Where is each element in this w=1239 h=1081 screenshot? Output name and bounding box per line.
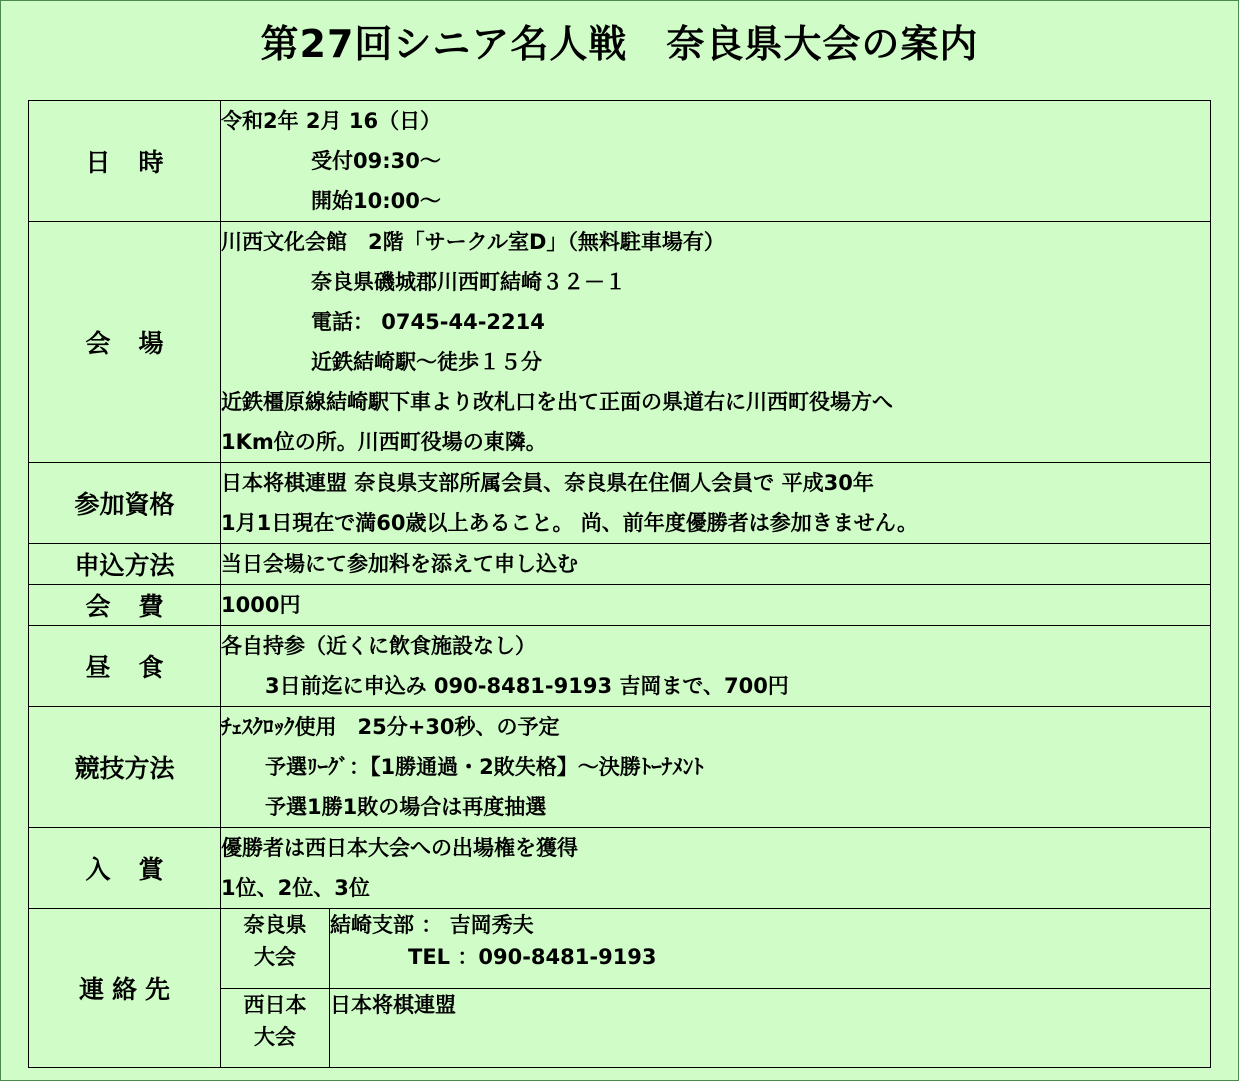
contact-nara-content (330, 909, 1211, 988)
lunch-line-1: 各自持参（近くに飲食施設なし） (221, 634, 536, 658)
label-prizes: 入賞 (29, 828, 221, 909)
row-venue (29, 222, 1211, 463)
contact-nara-row (221, 909, 1210, 988)
datetime-date: 令和2年 2月 16（日） (221, 109, 442, 133)
application-line: 当日会場にて参加料を添えて申し込む (221, 552, 578, 576)
label-format: 競技方法 (29, 707, 221, 828)
format-clock: ﾁｪｽｸﾛｯｸ使用 25分+30秒、の予定 (221, 715, 560, 739)
content-venue (221, 222, 1211, 463)
prizes-line-2: 1位、2位、3位 (221, 876, 370, 900)
label-eligibility: 参加資格 (29, 463, 221, 544)
content-lunch (221, 626, 1211, 707)
contact-nara-label (221, 909, 330, 988)
lunch-line-2: 3日前迄に申込み 090-8481-9193 吉岡まで、700円 (265, 674, 789, 698)
contact-nara-branch: 結崎支部 ： 吉岡秀夫 (330, 913, 534, 937)
label-venue: 会場 (29, 222, 221, 463)
datetime-start: 開始10:00～ (311, 189, 441, 213)
page-title: 第27回シニア名人戦 奈良県大会の案内 (260, 22, 979, 66)
label-contact: 連絡先 (29, 909, 221, 1068)
contact-nara-label-line2: 大会 (254, 945, 296, 969)
contact-nara-label-line1: 奈良県 (243, 913, 307, 937)
venue-phone: 電話： 0745-44-2214 (311, 310, 545, 334)
format-tiebreak: 予選1勝1敗の場合は再度抽選 (265, 795, 547, 819)
contact-west-row (221, 988, 1210, 1067)
content-fee (221, 585, 1211, 626)
eligibility-line-2: 1月1日現在で満60歳以上あること。 尚、前年度優勝者は参加きません。 (221, 511, 919, 535)
fee-amount: 1000円 (221, 593, 301, 617)
info-table (28, 100, 1211, 1068)
content-format (221, 707, 1211, 828)
datetime-reception: 受付09:30～ (311, 149, 441, 173)
row-format (29, 707, 1211, 828)
contact-west-content (330, 988, 1211, 1067)
row-contact (29, 909, 1211, 1068)
content-prizes (221, 828, 1211, 909)
content-contact (221, 909, 1211, 1068)
label-lunch: 昼食 (29, 626, 221, 707)
venue-walk: 近鉄結崎駅～徒歩１５分 (311, 350, 542, 374)
label-application: 申込方法 (29, 544, 221, 585)
contact-west-label-line2: 大会 (254, 1024, 296, 1049)
format-league: 予選ﾘｰｸﾞ：【1勝通過・2敗失格】～決勝ﾄｰﾅﾒﾝﾄ (265, 755, 704, 779)
eligibility-line-1: 日本将棋連盟 奈良県支部所属会員、奈良県在住個人会員で 平成30年 (221, 471, 874, 495)
contact-nara-tel: TEL ：090-8481-9193 (408, 945, 657, 969)
venue-address: 奈良県磯城郡川西町結崎３２－１ (311, 270, 626, 294)
label-datetime: 日時 (29, 101, 221, 222)
contact-west-label-line1: 西日本 (243, 992, 307, 1017)
row-eligibility (29, 463, 1211, 544)
row-prizes (29, 828, 1211, 909)
label-fee: 会費 (29, 585, 221, 626)
venue-directions-2: 1Km位の所。川西町役場の東隣。 (221, 430, 547, 454)
content-application (221, 544, 1211, 585)
row-datetime (29, 101, 1211, 222)
venue-directions-1: 近鉄橿原線結崎駅下車より改札口を出て正面の県道右に川西町役場方へ (221, 390, 893, 414)
venue-name: 川西文化会館 2階「サークル室D」（無料駐車場有） (221, 230, 725, 254)
contact-table (221, 909, 1210, 1067)
contact-west-org: 日本将棋連盟 (330, 992, 456, 1017)
prizes-line-1: 優勝者は西日本大会への出場権を獲得 (221, 836, 578, 860)
row-fee (29, 585, 1211, 626)
row-lunch (29, 626, 1211, 707)
content-eligibility (221, 463, 1211, 544)
content-datetime (221, 101, 1211, 222)
row-application (29, 544, 1211, 585)
contact-west-label (221, 988, 330, 1067)
